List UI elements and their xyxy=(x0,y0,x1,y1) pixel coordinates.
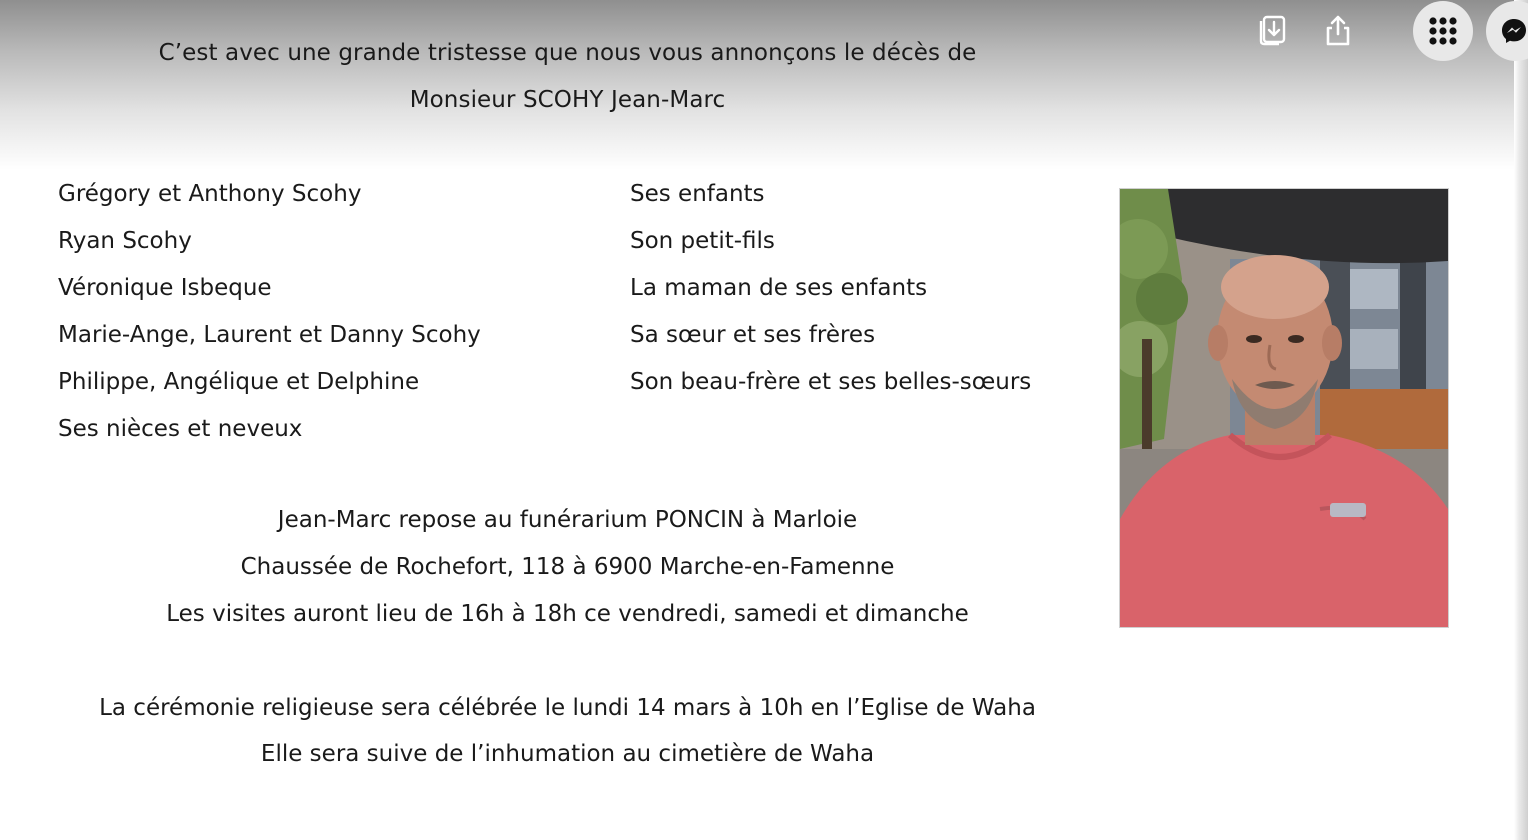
family-relation: La maman de ses enfants xyxy=(630,275,928,301)
right-edge-shadow xyxy=(1514,0,1528,840)
ceremony-details: La cérémonie religieuse sera célébrée le lundi 14 mars à 10h en l’Eglise de Waha xyxy=(99,695,1036,721)
family-name: Philippe, Angélique et Delphine xyxy=(58,369,420,395)
share-icon[interactable] xyxy=(1318,10,1358,50)
portrait-photo xyxy=(1119,188,1449,628)
family-name: Ryan Scohy xyxy=(58,228,192,254)
family-relation: Son petit-fils xyxy=(630,228,775,254)
visitation-hours: Les visites auront lieu de 16h à 18h ce vendredi, samedi et dimanche xyxy=(166,601,969,627)
deceased-name: Monsieur SCOHY Jean-Marc xyxy=(409,87,726,113)
family-names-list xyxy=(58,178,481,460)
family-name: Véronique Isbeque xyxy=(58,275,272,301)
family-relation: Ses enfants xyxy=(630,181,765,207)
family-relations-list xyxy=(630,178,1031,413)
visitation-address: Chaussée de Rochefort, 118 à 6900 Marche-en-Famenne xyxy=(240,554,895,580)
announcement-line-1: C’est avec une grande tristesse que nous vous annonçons le décès de xyxy=(158,40,977,66)
apps-grid-icon[interactable] xyxy=(1413,1,1473,61)
family-name: Ses nièces et neveux xyxy=(58,416,303,442)
family-name: Grégory et Anthony Scohy xyxy=(58,181,362,207)
top-shadow-overlay xyxy=(0,0,1528,170)
save-to-device-icon[interactable] xyxy=(1252,10,1292,50)
visitation-location: Jean-Marc repose au funérarium PONCIN à Marloie xyxy=(277,507,858,533)
family-relation: Sa sœur et ses frères xyxy=(630,322,876,348)
family-name: Marie-Ange, Laurent et Danny Scohy xyxy=(58,322,481,348)
family-relation: Son beau-frère et ses belles-sœurs xyxy=(630,369,1032,395)
burial-details: Elle sera suive de l’inhumation au cimetière de Waha xyxy=(260,741,875,767)
